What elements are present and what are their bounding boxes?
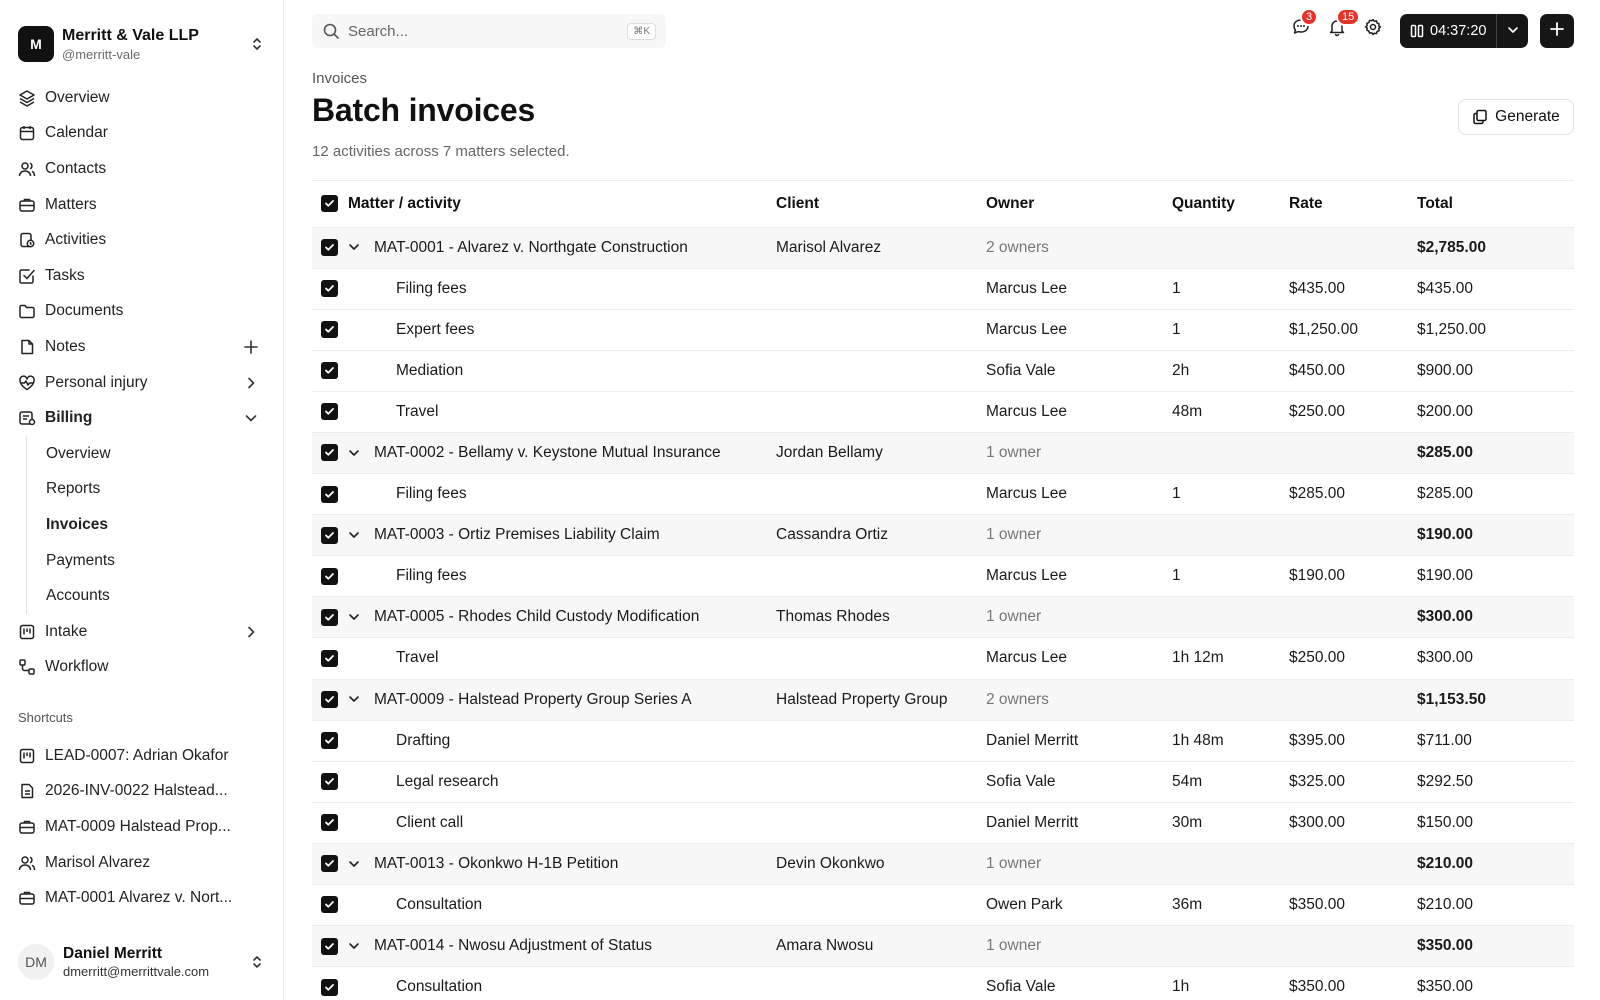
row-checkbox-cell (312, 885, 348, 926)
activity-name: Mediation (348, 350, 776, 391)
activities-icon (18, 231, 36, 249)
quantity-cell: 1 (1172, 556, 1289, 597)
batch-invoices-table (312, 180, 1574, 1000)
activity-name: Drafting (348, 720, 776, 761)
subnav-item-invoices[interactable]: Invoices (46, 515, 109, 533)
nav-label: Contacts (45, 159, 107, 177)
client-cell: Amara Nwosu (776, 926, 986, 967)
matter-row[interactable] (312, 926, 1574, 967)
row-checkbox-cell (312, 843, 348, 884)
copy-icon (1472, 109, 1488, 125)
client-cell: Thomas Rhodes (776, 597, 986, 638)
rate-cell (1289, 843, 1417, 884)
document-icon (18, 782, 36, 800)
row-checkbox[interactable] (321, 444, 338, 461)
total-cell: $210.00 (1417, 885, 1574, 926)
row-checkbox-cell (312, 597, 348, 638)
quantity-cell: 30m (1172, 802, 1289, 843)
shortcut-label: Marisol Alvarez (45, 853, 151, 871)
owner-cell: Daniel Merritt (986, 802, 1172, 843)
nav-item-billing[interactable] (0, 400, 283, 436)
quantity-cell: 1h (1172, 967, 1289, 1000)
nav-item-overview[interactable] (0, 80, 283, 116)
row-checkbox-cell (312, 474, 348, 515)
owner-cell: 2 owners (986, 227, 1172, 268)
avatar: DM (18, 944, 54, 980)
client-cell (776, 638, 986, 679)
chevron-right-icon[interactable] (243, 624, 259, 640)
nav-label: Tasks (45, 266, 85, 284)
matter-name[interactable]: MAT-0005 - Rhodes Child Custody Modification (374, 608, 700, 626)
owner-cell: Daniel Merritt (986, 720, 1172, 761)
nav-label: Intake (45, 622, 88, 640)
activity-name: Client call (348, 802, 776, 843)
org-switcher[interactable] (0, 0, 283, 72)
user-name: Daniel Merritt (63, 945, 163, 962)
workflow-icon (18, 658, 36, 676)
breadcrumb[interactable]: Invoices (312, 70, 368, 87)
total-cell: $435.00 (1417, 268, 1574, 309)
row-checkbox[interactable] (321, 938, 338, 955)
nav-item-tasks[interactable] (0, 258, 283, 294)
rate-cell (1289, 515, 1417, 556)
quantity-cell (1172, 926, 1289, 967)
activity-row[interactable] (312, 391, 1574, 432)
column-header[interactable]: Owner (986, 181, 1172, 227)
quantity-cell (1172, 515, 1289, 556)
nav-label: Matters (45, 195, 97, 213)
matter-cell (348, 432, 776, 473)
matter-cell (348, 227, 776, 268)
activity-name: Legal research (348, 761, 776, 802)
shortcut-label: MAT-0009 Halstead Prop... (45, 817, 231, 835)
matter-row[interactable] (312, 227, 1574, 268)
matter-name[interactable]: MAT-0001 - Alvarez v. Northgate Construction (374, 238, 688, 256)
total-cell: $190.00 (1417, 515, 1574, 556)
shortcut-item[interactable] (0, 845, 283, 881)
quantity-cell (1172, 597, 1289, 638)
messages-icon[interactable] (1290, 11, 1313, 38)
total-cell: $200.00 (1417, 391, 1574, 432)
row-checkbox[interactable] (321, 280, 338, 297)
client-cell: Devin Okonkwo (776, 843, 986, 884)
row-checkbox[interactable] (321, 814, 338, 831)
column-header[interactable]: Matter / activity (348, 181, 776, 227)
matter-row[interactable] (312, 679, 1574, 720)
total-cell: $292.50 (1417, 761, 1574, 802)
total-cell: $190.00 (1417, 556, 1574, 597)
quantity-cell: 36m (1172, 885, 1289, 926)
total-cell: $900.00 (1417, 350, 1574, 391)
activity-name: Filing fees (348, 474, 776, 515)
nav-item-calendar[interactable] (0, 116, 283, 152)
chevron-down-icon (1507, 23, 1519, 40)
activity-row[interactable] (312, 309, 1574, 350)
chevron-down-icon[interactable] (348, 858, 366, 870)
chevron-down-icon[interactable] (348, 447, 366, 459)
nav-label: Notes (45, 337, 86, 355)
matter-cell (348, 843, 776, 884)
chevron-down-icon[interactable] (348, 611, 366, 623)
page-title: Batch invoices (312, 92, 536, 128)
timer-button[interactable] (1400, 14, 1496, 48)
search-icon (322, 22, 340, 40)
owner-cell: Owen Park (986, 885, 1172, 926)
client-cell (776, 556, 986, 597)
row-checkbox[interactable] (321, 773, 338, 790)
client-cell (776, 720, 986, 761)
owner-cell: 1 owner (986, 843, 1172, 884)
row-checkbox-cell (312, 967, 348, 1000)
client-cell: Marisol Alvarez (776, 227, 986, 268)
rate-cell: $450.00 (1289, 350, 1417, 391)
rate-cell (1289, 597, 1417, 638)
shortcuts-list (0, 738, 283, 916)
nav-label: Workflow (45, 658, 109, 676)
activity-row[interactable] (312, 556, 1574, 597)
owner-cell: 1 owner (986, 515, 1172, 556)
owner-cell: Marcus Lee (986, 268, 1172, 309)
row-checkbox[interactable] (321, 855, 338, 872)
row-checkbox-cell (312, 926, 348, 967)
nav-item-matters[interactable] (0, 187, 283, 223)
add-button[interactable] (1540, 14, 1574, 48)
activity-name: Consultation (348, 967, 776, 1000)
search-input[interactable]: Search... (348, 22, 409, 40)
owner-cell: Marcus Lee (986, 638, 1172, 679)
owner-cell: Marcus Lee (986, 391, 1172, 432)
activity-row[interactable] (312, 802, 1574, 843)
shortcuts-title: Shortcuts (18, 710, 73, 725)
kanban-icon (18, 623, 36, 641)
shortcut-label: 2026-INV-0022 Halstead... (45, 782, 228, 800)
briefcase-icon (18, 889, 36, 907)
activity-name: Consultation (348, 885, 776, 926)
client-cell (776, 309, 986, 350)
kanban-icon (18, 747, 36, 765)
client-cell (776, 474, 986, 515)
folder-icon (18, 302, 36, 320)
quantity-cell (1172, 227, 1289, 268)
shortcut-label: MAT-0001 Alvarez v. Nort... (45, 889, 233, 907)
row-checkbox[interactable] (321, 568, 338, 585)
client-cell (776, 268, 986, 309)
activity-name: Travel (348, 391, 776, 432)
matter-row[interactable] (312, 597, 1574, 638)
plus-icon (1550, 22, 1564, 40)
matter-row[interactable] (312, 843, 1574, 884)
tasks-icon (18, 267, 36, 285)
total-cell: $150.00 (1417, 802, 1574, 843)
nav-label: Personal injury (45, 373, 148, 391)
owner-cell: Marcus Lee (986, 474, 1172, 515)
rate-cell: $190.00 (1289, 556, 1417, 597)
contacts-icon (18, 854, 36, 872)
owner-cell: Sofia Vale (986, 350, 1172, 391)
quantity-cell (1172, 843, 1289, 884)
client-cell: Halstead Property Group (776, 679, 986, 720)
total-cell: $300.00 (1417, 638, 1574, 679)
table-body (312, 227, 1574, 1000)
total-cell: $2,785.00 (1417, 227, 1574, 268)
messages-badge: 3 (1300, 8, 1318, 26)
activity-row[interactable] (312, 268, 1574, 309)
nav-item-workflow[interactable] (0, 650, 283, 686)
add-note-icon[interactable] (243, 339, 259, 355)
timer-value: 04:37:20 (1430, 23, 1487, 39)
chevron-down-icon[interactable] (348, 529, 366, 541)
owner-cell: 2 owners (986, 679, 1172, 720)
nav-item-activities[interactable] (0, 222, 283, 258)
row-checkbox-cell (312, 720, 348, 761)
row-checkbox[interactable] (321, 239, 338, 256)
quantity-cell (1172, 432, 1289, 473)
gear-icon[interactable] (1362, 16, 1384, 38)
table-header-row (312, 181, 1574, 227)
pause-icon (1410, 24, 1424, 38)
matter-cell (348, 515, 776, 556)
client-cell: Jordan Bellamy (776, 432, 986, 473)
row-checkbox-cell (312, 350, 348, 391)
sidebar (0, 0, 284, 1000)
shortcut-item[interactable] (0, 809, 283, 845)
activity-name: Expert fees (348, 309, 776, 350)
matter-cell (348, 926, 776, 967)
row-checkbox-cell (312, 761, 348, 802)
shortcut-item[interactable] (0, 774, 283, 810)
client-cell (776, 967, 986, 1000)
row-checkbox[interactable] (321, 362, 338, 379)
bell-icon[interactable] (1326, 11, 1355, 38)
rate-cell (1289, 926, 1417, 967)
quantity-cell: 2h (1172, 350, 1289, 391)
chevrons-up-down-icon[interactable] (249, 34, 265, 54)
activity-row[interactable] (312, 761, 1574, 802)
nav-label: Calendar (45, 124, 108, 142)
column-header[interactable]: Rate (1289, 181, 1417, 227)
row-checkbox[interactable] (321, 979, 338, 996)
rate-cell: $350.00 (1289, 885, 1417, 926)
org-name: Merritt & Vale LLP (62, 26, 199, 44)
timer-control (1400, 14, 1528, 48)
shortcut-label: LEAD-0007: Adrian Okafor (45, 746, 229, 764)
total-cell: $350.00 (1417, 926, 1574, 967)
owner-cell: Marcus Lee (986, 309, 1172, 350)
column-header[interactable]: Total (1417, 181, 1574, 227)
matter-row[interactable] (312, 515, 1574, 556)
subnav-item-accounts[interactable]: Accounts (46, 587, 110, 605)
total-cell: $350.00 (1417, 967, 1574, 1000)
row-checkbox[interactable] (321, 732, 338, 749)
quantity-cell: 1 (1172, 309, 1289, 350)
rate-cell: $325.00 (1289, 761, 1417, 802)
quantity-cell: 48m (1172, 391, 1289, 432)
briefcase-icon (18, 196, 36, 214)
quantity-cell (1172, 679, 1289, 720)
subnav-item-overview[interactable]: Overview (46, 444, 111, 462)
total-cell: $1,153.50 (1417, 679, 1574, 720)
client-cell (776, 802, 986, 843)
calendar-icon (18, 124, 36, 142)
row-checkbox-cell (312, 391, 348, 432)
activity-row[interactable] (312, 720, 1574, 761)
owner-cell: 1 owner (986, 432, 1172, 473)
total-cell: $711.00 (1417, 720, 1574, 761)
row-checkbox[interactable] (321, 650, 338, 667)
row-checkbox[interactable] (321, 691, 338, 708)
generate-label: Generate (1495, 108, 1560, 125)
rate-cell: $300.00 (1289, 802, 1417, 843)
chevron-right-icon[interactable] (243, 375, 259, 391)
search-bar[interactable] (312, 14, 666, 48)
quantity-cell: 1h 48m (1172, 720, 1289, 761)
chevron-down-icon[interactable] (348, 940, 366, 952)
rate-cell (1289, 679, 1417, 720)
quantity-cell: 1h 12m (1172, 638, 1289, 679)
activity-row[interactable] (312, 350, 1574, 391)
client-cell: Cassandra Ortiz (776, 515, 986, 556)
client-cell (776, 885, 986, 926)
nav-label: Overview (45, 88, 110, 106)
briefcase-icon (18, 818, 36, 836)
rate-cell: $250.00 (1289, 638, 1417, 679)
generate-button[interactable] (1458, 99, 1574, 135)
total-cell: $285.00 (1417, 474, 1574, 515)
rate-cell (1289, 432, 1417, 473)
column-header[interactable]: Quantity (1172, 181, 1289, 227)
nav-item-documents[interactable] (0, 294, 283, 330)
main-nav (0, 80, 283, 685)
row-checkbox-cell (312, 309, 348, 350)
total-cell: $210.00 (1417, 843, 1574, 884)
owner-cell: 1 owner (986, 926, 1172, 967)
activity-name: Filing fees (348, 556, 776, 597)
contacts-icon (18, 160, 36, 178)
chevron-down-icon[interactable] (348, 693, 366, 705)
activity-row[interactable] (312, 885, 1574, 926)
row-checkbox[interactable] (321, 403, 338, 420)
matter-cell (348, 597, 776, 638)
activity-name: Filing fees (348, 268, 776, 309)
nav-item-intake[interactable] (0, 614, 283, 650)
row-checkbox[interactable] (321, 896, 338, 913)
shortcut-item[interactable] (0, 738, 283, 774)
row-checkbox-cell (312, 679, 348, 720)
activity-name: Travel (348, 638, 776, 679)
chevron-down-icon[interactable] (243, 410, 259, 426)
chevron-down-icon[interactable] (348, 241, 366, 253)
matter-name[interactable]: MAT-0013 - Okonkwo H-1B Petition (374, 854, 619, 872)
user-email: dmerritt@merrittvale.com (63, 964, 210, 979)
rate-cell: $435.00 (1289, 268, 1417, 309)
column-header[interactable]: Client (776, 181, 986, 227)
client-cell (776, 391, 986, 432)
row-checkbox[interactable] (321, 609, 338, 626)
total-cell: $285.00 (1417, 432, 1574, 473)
nav-item-notes[interactable] (0, 329, 283, 365)
matter-name[interactable]: MAT-0009 - Halstead Property Group Series A (374, 690, 692, 708)
quantity-cell: 54m (1172, 761, 1289, 802)
row-checkbox-cell (312, 227, 348, 268)
heart-pulse-icon (18, 374, 36, 392)
nav-label: Documents (45, 302, 124, 320)
row-checkbox-cell (312, 556, 348, 597)
header-actions (1290, 11, 1398, 38)
quantity-cell: 1 (1172, 474, 1289, 515)
subnav-item-payments[interactable]: Payments (46, 551, 115, 569)
page-subtitle: 12 activities across 7 matters selected. (312, 143, 570, 160)
timer-dropdown-button[interactable] (1496, 14, 1528, 48)
nav-item-personal-injury[interactable] (0, 365, 283, 401)
activity-row[interactable] (312, 967, 1574, 1000)
row-checkbox[interactable] (321, 486, 338, 503)
org-logo: M (18, 26, 54, 62)
subnav-item-reports[interactable]: Reports (46, 480, 101, 498)
owner-cell: Marcus Lee (986, 556, 1172, 597)
billing-icon (18, 409, 36, 427)
note-icon (18, 338, 36, 356)
select-all-checkbox[interactable] (321, 195, 338, 212)
row-checkbox-cell (312, 802, 348, 843)
matter-row[interactable] (312, 432, 1574, 473)
nav-item-contacts[interactable] (0, 151, 283, 187)
rate-cell: $250.00 (1289, 391, 1417, 432)
client-cell (776, 761, 986, 802)
row-checkbox-cell (312, 638, 348, 679)
search-shortcut-hint: ⌘K (627, 23, 656, 40)
activity-row[interactable] (312, 638, 1574, 679)
matter-name[interactable]: MAT-0002 - Bellamy v. Keystone Mutual Insurance (374, 444, 721, 462)
owner-cell: 1 owner (986, 597, 1172, 638)
billing-subnav (26, 436, 283, 614)
activity-row[interactable] (312, 474, 1574, 515)
select-all-cell (312, 181, 348, 227)
row-checkbox-cell (312, 268, 348, 309)
row-checkbox[interactable] (321, 321, 338, 338)
nav-label: Activities (45, 231, 107, 249)
shortcut-item[interactable] (0, 880, 283, 916)
total-cell: $1,250.00 (1417, 309, 1574, 350)
nav-label: Billing (45, 409, 93, 427)
client-cell (776, 350, 986, 391)
rate-cell (1289, 227, 1417, 268)
total-cell: $300.00 (1417, 597, 1574, 638)
rate-cell: $395.00 (1289, 720, 1417, 761)
row-checkbox-cell (312, 515, 348, 556)
rate-cell: $1,250.00 (1289, 309, 1417, 350)
matter-name[interactable]: MAT-0003 - Ortiz Premises Liability Claim (374, 526, 660, 544)
matter-cell (348, 679, 776, 720)
owner-cell: Sofia Vale (986, 967, 1172, 1000)
layers-icon (18, 89, 36, 107)
user-menu[interactable] (0, 924, 283, 1000)
rate-cell: $350.00 (1289, 967, 1417, 1000)
matter-name[interactable]: MAT-0014 - Nwosu Adjustment of Status (374, 937, 652, 955)
quantity-cell: 1 (1172, 268, 1289, 309)
row-checkbox[interactable] (321, 527, 338, 544)
owner-cell: Sofia Vale (986, 761, 1172, 802)
rate-cell: $285.00 (1289, 474, 1417, 515)
notifications-badge: 15 (1336, 8, 1360, 26)
chevrons-up-down-icon[interactable] (249, 952, 265, 972)
row-checkbox-cell (312, 432, 348, 473)
org-handle: @merritt-vale (62, 46, 141, 62)
